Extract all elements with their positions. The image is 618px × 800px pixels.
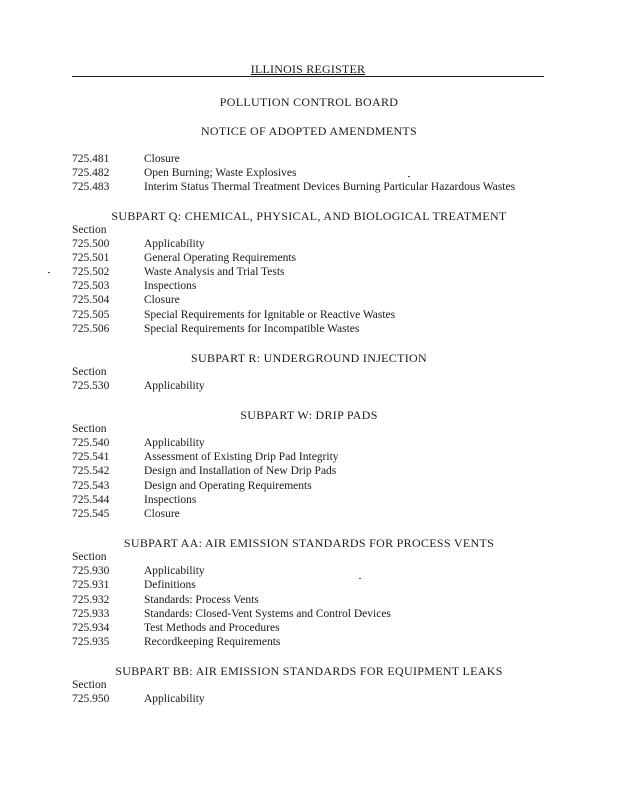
section-number: 725.542: [72, 465, 110, 477]
section-number: 725.502: [72, 266, 110, 278]
section-title: Interim Status Thermal Treatment Devices Burning Particular Hazardous Wastes: [144, 181, 516, 193]
section-title: Closure: [144, 508, 180, 520]
section-number: 725.950: [72, 693, 110, 705]
section-label: Section: [72, 224, 107, 236]
section-title: Test Methods and Procedures: [144, 622, 280, 634]
section-number: 725.483: [72, 181, 110, 193]
section-label: Section: [72, 679, 107, 691]
section-title: Applicability: [144, 380, 205, 392]
subpart-heading: SUBPART W: DRIP PADS: [240, 408, 378, 422]
scan-speck: [408, 176, 410, 177]
section-number: 725.930: [72, 565, 110, 577]
section-number: 725.501: [72, 252, 110, 264]
section-title: General Operating Requirements: [144, 252, 296, 264]
section-number: 725.503: [72, 280, 110, 292]
section-number: 725.933: [72, 608, 110, 620]
section-number: 725.934: [72, 622, 110, 634]
section-number: 725.506: [72, 323, 110, 335]
section-title: Special Requirements for Ignitable or Reactive Wastes: [144, 309, 396, 321]
section-title: Applicability: [144, 238, 205, 250]
section-title: Recordkeeping Requirements: [144, 636, 281, 648]
section-label: Section: [72, 366, 107, 378]
section-title: Assessment of Existing Drip Pad Integrity: [144, 451, 339, 463]
section-title: Closure: [144, 294, 180, 306]
subpart-heading: SUBPART AA: AIR EMISSION STANDARDS FOR PROCESS VENTS: [123, 536, 495, 550]
section-title: Design and Installation of New Drip Pads: [144, 465, 337, 477]
subpart-heading: SUBPART BB: AIR EMISSION STANDARDS FOR EQUIPMENT LEAKS: [115, 664, 503, 678]
scan-speck: [48, 272, 50, 273]
section-title: Closure: [144, 153, 180, 165]
section-title: Inspections: [144, 494, 197, 506]
section-title: Inspections: [144, 280, 197, 292]
section-title: Applicability: [144, 437, 205, 449]
subpart-heading: SUBPART Q: CHEMICAL, PHYSICAL, AND BIOLOGICAL TREATMENT: [111, 209, 507, 223]
section-number: 725.931: [72, 579, 110, 591]
scan-speck: [359, 578, 361, 579]
section-label: Section: [72, 423, 107, 435]
section-number: 725.932: [72, 594, 110, 606]
section-title: Waste Analysis and Trial Tests: [144, 266, 285, 278]
register-header: [72, 62, 544, 77]
section-number: 725.504: [72, 294, 110, 306]
section-title: Design and Operating Requirements: [144, 480, 312, 492]
register-title: ILLINOIS REGISTER: [250, 62, 366, 76]
section-label: Section: [72, 551, 107, 563]
section-title: Standards: Closed-Vent Systems and Control Devices: [144, 608, 391, 620]
board-title: POLLUTION CONTROL BOARD: [219, 95, 399, 109]
section-number: 725.541: [72, 451, 110, 463]
subpart-heading: SUBPART R: UNDERGROUND INJECTION: [191, 351, 427, 365]
section-number: 725.540: [72, 437, 110, 449]
section-title: Definitions: [144, 579, 196, 591]
section-number: 725.482: [72, 167, 110, 179]
section-number: 725.543: [72, 480, 110, 492]
notice-title: NOTICE OF ADOPTED AMENDMENTS: [200, 124, 418, 138]
section-number: 725.935: [72, 636, 110, 648]
section-title: Applicability: [144, 693, 205, 705]
section-title: Open Burning; Waste Explosives: [144, 167, 297, 179]
section-number: 725.530: [72, 380, 110, 392]
section-number: 725.481: [72, 153, 110, 165]
section-number: 725.544: [72, 494, 110, 506]
section-number: 725.545: [72, 508, 110, 520]
section-title: Standards: Process Vents: [144, 594, 259, 606]
section-number: 725.500: [72, 238, 110, 250]
section-title: Applicability: [144, 565, 205, 577]
section-number: 725.505: [72, 309, 110, 321]
section-title: Special Requirements for Incompatible Wastes: [144, 323, 360, 335]
